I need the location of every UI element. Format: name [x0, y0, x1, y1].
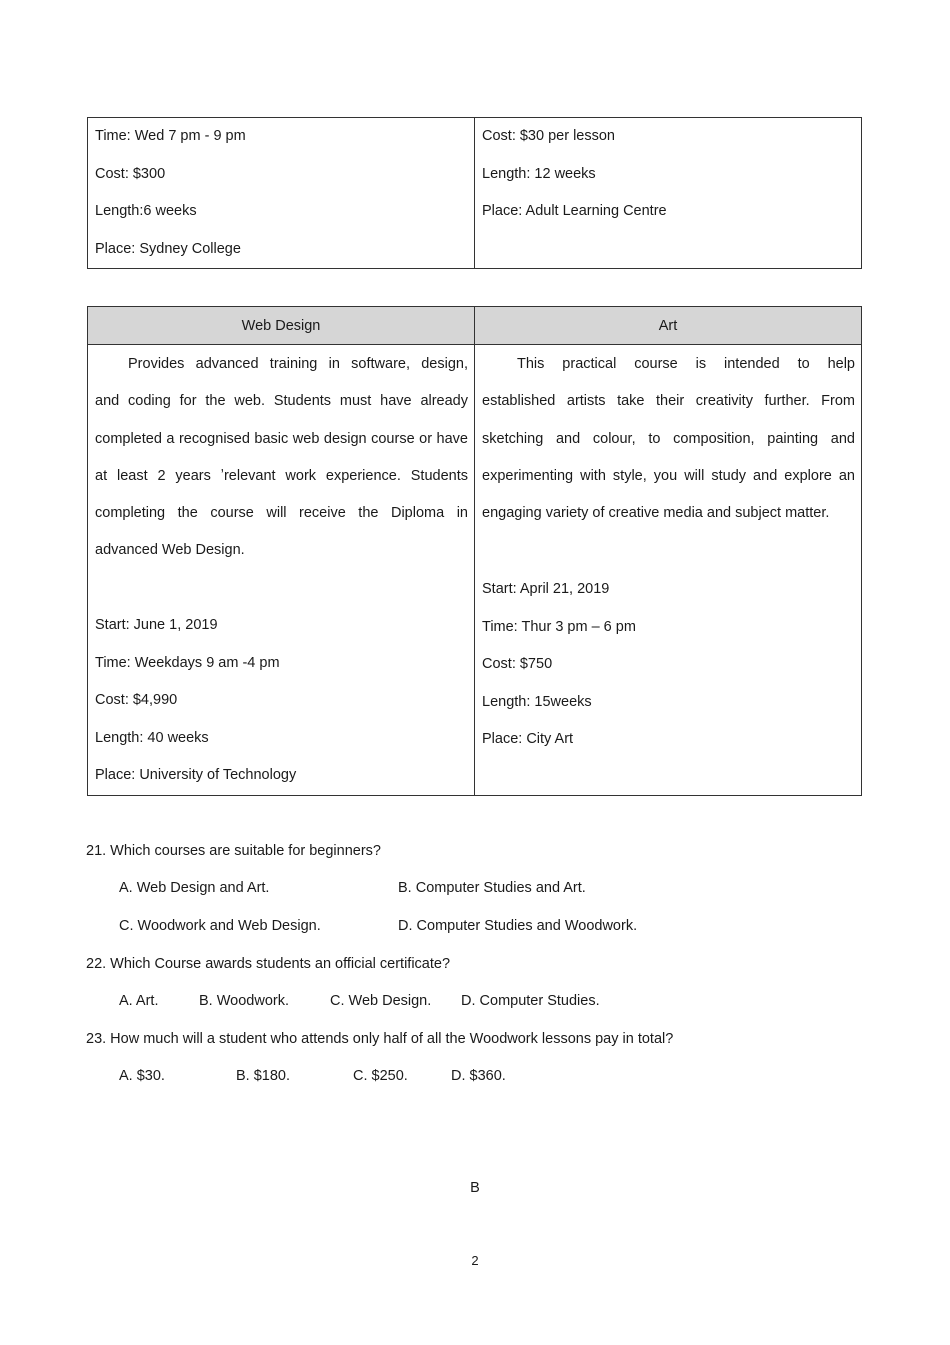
question-21: 21. Which courses are suitable for beginners?	[86, 843, 381, 859]
option-22-a: A. Art.	[119, 993, 159, 1009]
option-21-a: A. Web Design and Art.	[119, 880, 270, 896]
option-21-c: C. Woodwork and Web Design.	[119, 918, 321, 934]
detail-line: Time: Wed 7 pm - 9 pm	[95, 128, 246, 144]
header-web-design: Web Design	[88, 307, 475, 345]
option-21-d: D. Computer Studies and Woodwork.	[398, 918, 638, 934]
desc-line: Provides advanced training in software, design,	[128, 356, 468, 372]
art-place: Place: City Art	[482, 731, 574, 748]
question-22: 22. Which Course awards students an official certificate?	[86, 956, 451, 972]
web-design-description	[95, 346, 468, 570]
desc-line: at least 2 years ʼrelevant work experience. Students	[95, 467, 468, 484]
desc-line: completed a recognised basic web design course or have	[95, 430, 468, 447]
page-number: 2	[471, 1253, 479, 1268]
header-art: Art	[475, 307, 862, 345]
desc-line: experimenting with style, you will study and explore an	[482, 467, 855, 484]
desc-line: engaging variety of creative media and subject matter.	[482, 505, 830, 522]
desc-line: advanced Web Design.	[95, 542, 245, 559]
web-place: Place: University of Technology	[95, 767, 297, 784]
art-length: Length: 15weeks	[482, 693, 592, 710]
web-length: Length: 40 weeks	[95, 729, 209, 746]
art-description	[482, 346, 855, 532]
section-label: B	[470, 1180, 480, 1196]
desc-line: completing the course will receive the Diploma in	[95, 505, 468, 522]
option-23-b: B. $180.	[236, 1068, 291, 1084]
course-cell-right	[475, 118, 862, 269]
detail-line: Length: 12 weeks	[482, 165, 596, 182]
web-start: Start: June 1, 2019	[95, 617, 218, 634]
option-21-b: B. Computer Studies and Art.	[398, 880, 586, 896]
art-time: Time: Thur 3 pm – 6 pm	[482, 618, 636, 635]
desc-line: This practical course is intended to help	[517, 356, 855, 372]
course-table-top	[87, 117, 862, 269]
option-23-d: D. $360.	[451, 1068, 506, 1084]
detail-line: Place: Adult Learning Centre	[482, 203, 667, 219]
desc-line: and coding for the web. Students must have already	[95, 393, 468, 410]
desc-line: sketching and colour, to composition, painting and	[482, 430, 855, 447]
option-23-a: A. $30.	[119, 1068, 165, 1084]
course-cell-left	[88, 118, 475, 269]
web-time: Time: Weekdays 9 am -4 pm	[95, 654, 280, 671]
option-22-c: C. Web Design.	[330, 993, 432, 1009]
option-23-c: C. $250.	[353, 1068, 408, 1084]
web-design-cell	[88, 345, 475, 796]
art-start: Start: April 21, 2019	[482, 580, 610, 597]
detail-line: Place: Sydney College	[95, 240, 241, 257]
course-table-bottom	[87, 306, 862, 796]
detail-line: Cost: $300	[95, 165, 166, 182]
desc-line: established artists take their creativity further. From	[482, 393, 855, 410]
art-cost: Cost: $750	[482, 656, 553, 673]
web-cost: Cost: $4,990	[95, 692, 178, 709]
option-22-b: B. Woodwork.	[199, 993, 289, 1009]
option-22-d: D. Computer Studies.	[461, 993, 600, 1009]
art-cell	[475, 345, 862, 796]
question-23: 23. How much will a student who attends only half of all the Woodwork lessons pay in total?	[86, 1031, 674, 1047]
detail-line: Length:6 weeks	[95, 203, 197, 219]
detail-line: Cost: $30 per lesson	[482, 128, 615, 144]
